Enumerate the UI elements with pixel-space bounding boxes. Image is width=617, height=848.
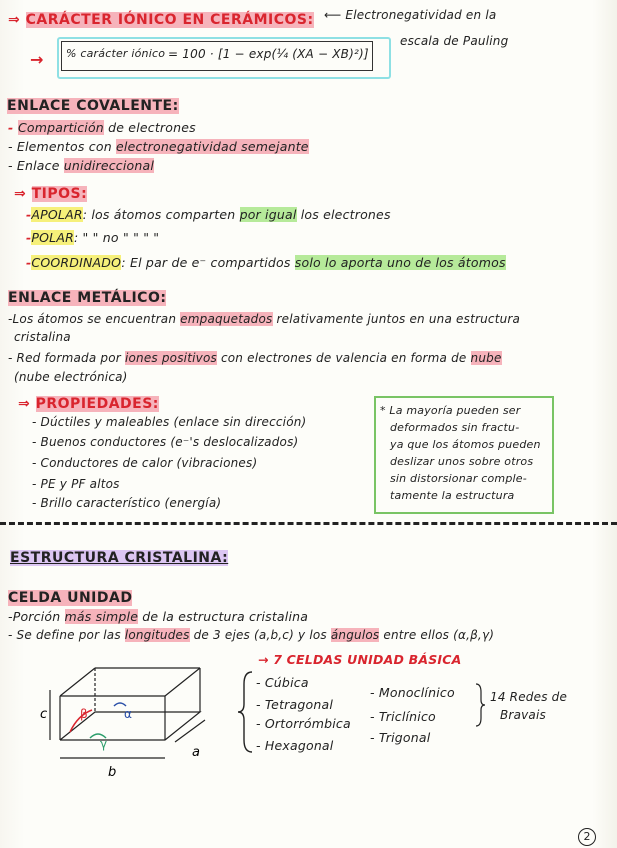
- crystal-heading-text: ESTRUCTURA CRISTALINA:: [10, 550, 229, 566]
- hl-packed: empaquetados: [180, 312, 273, 326]
- hl-cloud: nube: [470, 351, 502, 365]
- cell-type-tetragonal: - Tetragonal: [256, 697, 334, 712]
- cell-heading: [8, 590, 132, 606]
- hl-sharing: Compartición: [17, 120, 104, 135]
- seven-cells-title: → 7 CELDAS UNIDAD BÁSICA: [258, 652, 462, 667]
- line-text: - Enlace: [8, 158, 64, 173]
- prop-item-1: - Dúctiles y maleables (enlace sin dirección): [32, 415, 307, 429]
- hl-coord: solo lo aporta uno de los átomos: [294, 255, 506, 270]
- cell-heading-text: CELDA UNIDAD: [8, 590, 133, 606]
- cell-type-hexagonal: - Hexagonal: [256, 738, 334, 753]
- hl-electroneg: electronegatividad semejante: [116, 139, 309, 154]
- ionic-title: CARÁCTER IÓNICO EN CERÁMICOS:: [25, 12, 314, 28]
- label-beta: β: [80, 707, 88, 721]
- covalent-heading: [7, 98, 179, 114]
- hl-angles: ángulos: [330, 628, 380, 642]
- covalent-line1: [8, 120, 196, 135]
- note-line-6: tamente la estructura: [390, 489, 515, 502]
- cell-line2: [8, 628, 494, 643]
- cell-type-trigonal: - Trigonal: [370, 730, 431, 745]
- prop-item-2: - Buenos conductores (e⁻'s deslocalizados): [32, 435, 299, 449]
- label-b: b: [108, 765, 117, 780]
- prop-item-3: - Conductores de calor (vibraciones): [32, 456, 258, 470]
- label-a: a: [192, 745, 200, 760]
- right-brace-icon: [474, 682, 486, 728]
- cell-line1: [8, 609, 308, 624]
- apolar-row: -APOLAR: los átomos comparten por igual los electrones: [26, 207, 391, 222]
- cell-type-triclinic: - Triclínico: [370, 709, 436, 724]
- coord-row: -COORDINADO: El par de e⁻ compartidos solo lo aporta uno de los átomos: [26, 255, 506, 270]
- line-text: - Red formada por: [8, 351, 125, 365]
- line-text: con electrones de valencia en forma de: [216, 351, 471, 365]
- metallic-heading: [8, 290, 166, 306]
- covalent-heading-text: ENLACE COVALENTE:: [7, 98, 179, 114]
- metallic-heading-text: ENLACE METÁLICO:: [8, 290, 167, 306]
- line-text: : " " no " " " ": [73, 230, 160, 245]
- label-gamma: γ: [100, 737, 108, 751]
- metallic-line1c: cristalina: [14, 330, 71, 344]
- ionic-title-row: [8, 12, 314, 28]
- arrow-right-icon: ⇒: [14, 186, 32, 202]
- bravais-line2: Bravais: [500, 708, 546, 722]
- label-c: c: [40, 707, 48, 722]
- unit-cell-diagram: [40, 660, 220, 780]
- cell-type-orthorhombic: - Ortorrómbica: [256, 716, 351, 731]
- annotation-line1: Electronegatividad en la: [345, 8, 497, 22]
- covalent-line2: [8, 139, 309, 154]
- line-text: de electrones: [103, 120, 196, 135]
- props-heading: [18, 396, 159, 412]
- polar-row: -POLAR: " " no " " " ": [26, 230, 160, 245]
- metallic-line1: [8, 312, 520, 327]
- line-text: relativamente juntos en una estructura: [272, 312, 521, 326]
- hl-equal: por igual: [239, 207, 297, 222]
- note-line-4: deslizar unos sobre otros: [390, 455, 534, 468]
- section-divider: [0, 522, 617, 525]
- formula-arrow-icon: →: [30, 50, 44, 69]
- line-text: de 3 ejes (a,b,c) y los: [189, 628, 331, 642]
- prop-item-4: - PE y PF altos: [32, 477, 120, 491]
- bravais-line1: 14 Redes de: [490, 690, 568, 704]
- note-line-3: ya que los átomos pueden: [390, 438, 541, 451]
- arrow-right-icon: ⇒: [8, 12, 21, 28]
- types-heading: [14, 186, 87, 202]
- cell-type-cubic: - Cúbica: [256, 675, 309, 690]
- line-text: -Los átomos se encuentran: [8, 312, 181, 326]
- line-text: -Porción: [8, 609, 65, 624]
- annotation-line2: escala de Pauling: [400, 34, 509, 48]
- label-alpha: α: [124, 707, 132, 721]
- line-text: - Elementos con: [8, 139, 116, 154]
- a-dimension-line: [175, 720, 205, 742]
- pauling-annotation: [324, 8, 496, 23]
- alpha-arc: [114, 703, 126, 706]
- hl-ions: iones positivos: [124, 351, 217, 365]
- bullet: -: [8, 120, 18, 135]
- cell-type-monoclinic: - Monoclínico: [370, 685, 455, 700]
- polar-label: POLAR: [31, 230, 74, 245]
- metallic-line2: [8, 351, 502, 366]
- line-text: los electrones: [296, 207, 391, 222]
- hl-unidirectional: unidireccional: [63, 158, 155, 173]
- line-text: de la estructura cristalina: [138, 609, 309, 624]
- page-number: 2: [578, 828, 596, 846]
- note-line-2: deformados sin fractu-: [390, 421, 520, 434]
- note-line-5: sin distorsionar comple-: [390, 472, 527, 485]
- line-text: entre ellos (α,β,γ): [379, 628, 495, 642]
- coord-label: COORDINADO: [31, 255, 122, 270]
- hl-simplest: más simple: [64, 609, 139, 624]
- prop-item-5: - Brillo característico (energía): [32, 496, 222, 510]
- covalent-line3: [8, 158, 154, 173]
- line-text: : El par de e⁻ compartidos: [121, 255, 295, 270]
- apolar-label: APOLAR: [31, 207, 83, 222]
- props-heading-text: PROPIEDADES:: [35, 396, 159, 412]
- arrow-right-icon: ⇒: [18, 396, 36, 412]
- formula-rhs: = 100 · [1 − exp(¼ (XA − XB)²)]: [168, 47, 369, 61]
- line-text: : los átomos comparten: [82, 207, 240, 222]
- note-line-1: * La mayoría pueden ser: [380, 404, 521, 417]
- hl-lengths: longitudes: [124, 628, 190, 642]
- left-brace-icon: [238, 670, 254, 754]
- line-text: - Se define por las: [8, 628, 125, 642]
- metallic-line2c: (nube electrónica): [14, 370, 128, 384]
- crystal-heading: [10, 550, 228, 566]
- types-heading-text: TIPOS:: [31, 186, 88, 202]
- arrow-left-icon: ⟵: [324, 8, 342, 22]
- formula-lhs: % carácter iónico: [66, 47, 166, 60]
